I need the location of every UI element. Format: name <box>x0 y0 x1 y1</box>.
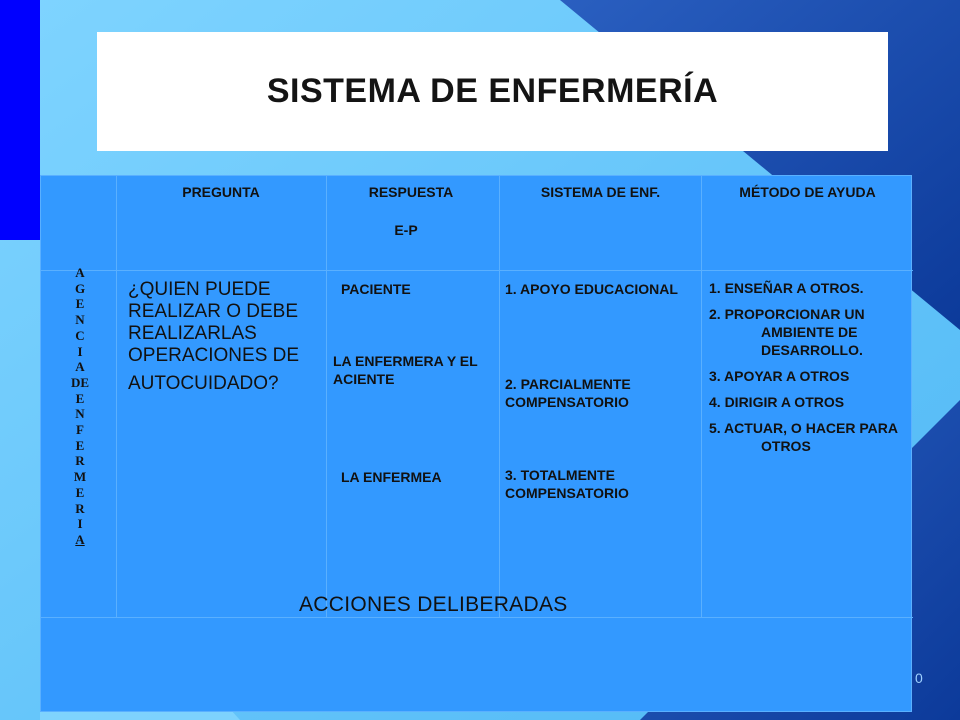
page-number: 0 <box>915 670 923 686</box>
vertical-label-letter: A <box>75 531 85 547</box>
vertical-label-letter: E <box>75 437 85 453</box>
vertical-label-letter: C <box>75 327 85 343</box>
methods-list <box>709 279 907 463</box>
answer-patient: PACIENTE <box>341 281 411 297</box>
row-divider <box>41 617 913 618</box>
answer-nurse-and-patient: LA ENFERMERA Y EL ACIENTE <box>333 353 478 387</box>
vertical-label-letter: I <box>77 343 83 359</box>
vertical-label-letter: N <box>75 312 85 328</box>
vertical-label-letter: E <box>75 296 85 312</box>
column-divider <box>499 176 500 617</box>
vertical-label-agencia-de-enfermeria <box>63 265 97 548</box>
vertical-label-letter: G <box>74 280 86 296</box>
column-divider <box>326 176 327 617</box>
slide-title: SISTEMA DE ENFERMERÍA <box>266 72 719 110</box>
vertical-label-letter: F <box>76 422 84 438</box>
row-divider <box>41 270 913 271</box>
accent-bar <box>0 0 40 240</box>
vertical-label-letter: A <box>75 265 85 280</box>
header-method: MÉTODO DE AYUDA <box>739 184 876 200</box>
header-answer: RESPUESTA <box>368 184 454 200</box>
question-tail: AUTOCUIDADO? <box>128 373 279 394</box>
method-item: 2. PROPORCIONAR UN AMBIENTE DE DESARROLLO. <box>709 306 865 358</box>
answer-nurse: LA ENFERMEA <box>341 469 442 485</box>
vertical-label-letter: E <box>75 484 85 500</box>
header-system: SISTEMA DE ENF. <box>540 184 661 200</box>
vertical-label-letter: A <box>75 359 85 375</box>
system-totally-compensatory: 3. TOTALMENTE COMPENSATORIO <box>505 467 629 501</box>
method-item: 3. APOYAR A OTROS <box>709 368 850 384</box>
vertical-label-letter: R <box>75 500 85 516</box>
system-educational-support: 1. APOYO EDUCACIONAL <box>505 281 678 297</box>
vertical-label-letter: DE <box>70 374 90 390</box>
header-answer-sub: E-P <box>394 222 418 238</box>
vertical-label-letter: I <box>77 516 83 532</box>
vertical-label-letter: R <box>75 453 85 469</box>
header-question: PREGUNTA <box>182 184 260 200</box>
vertical-label-letter: N <box>75 406 85 422</box>
column-divider <box>116 176 117 617</box>
question-text: ¿QUIEN PUEDE REALIZAR O DEBE REALIZARLAS OPERACIONES DE <box>128 279 300 366</box>
system-partially-compensatory: 2. PARCIALMENTE COMPENSATORIO <box>505 376 631 410</box>
vertical-label-letter: E <box>75 390 85 406</box>
deliberate-actions-label: ACCIONES DELIBERADAS <box>299 593 568 616</box>
content-table <box>40 175 912 712</box>
question-cell <box>128 279 318 395</box>
method-item: 1. ENSEÑAR A OTROS. <box>709 280 864 296</box>
method-item: 5. ACTUAR, O HACER PARA OTROS <box>709 420 898 454</box>
title-box <box>97 32 888 151</box>
vertical-label-letter: M <box>73 469 87 485</box>
column-divider <box>701 176 702 617</box>
method-item: 4. DIRIGIR A OTROS <box>709 394 845 410</box>
